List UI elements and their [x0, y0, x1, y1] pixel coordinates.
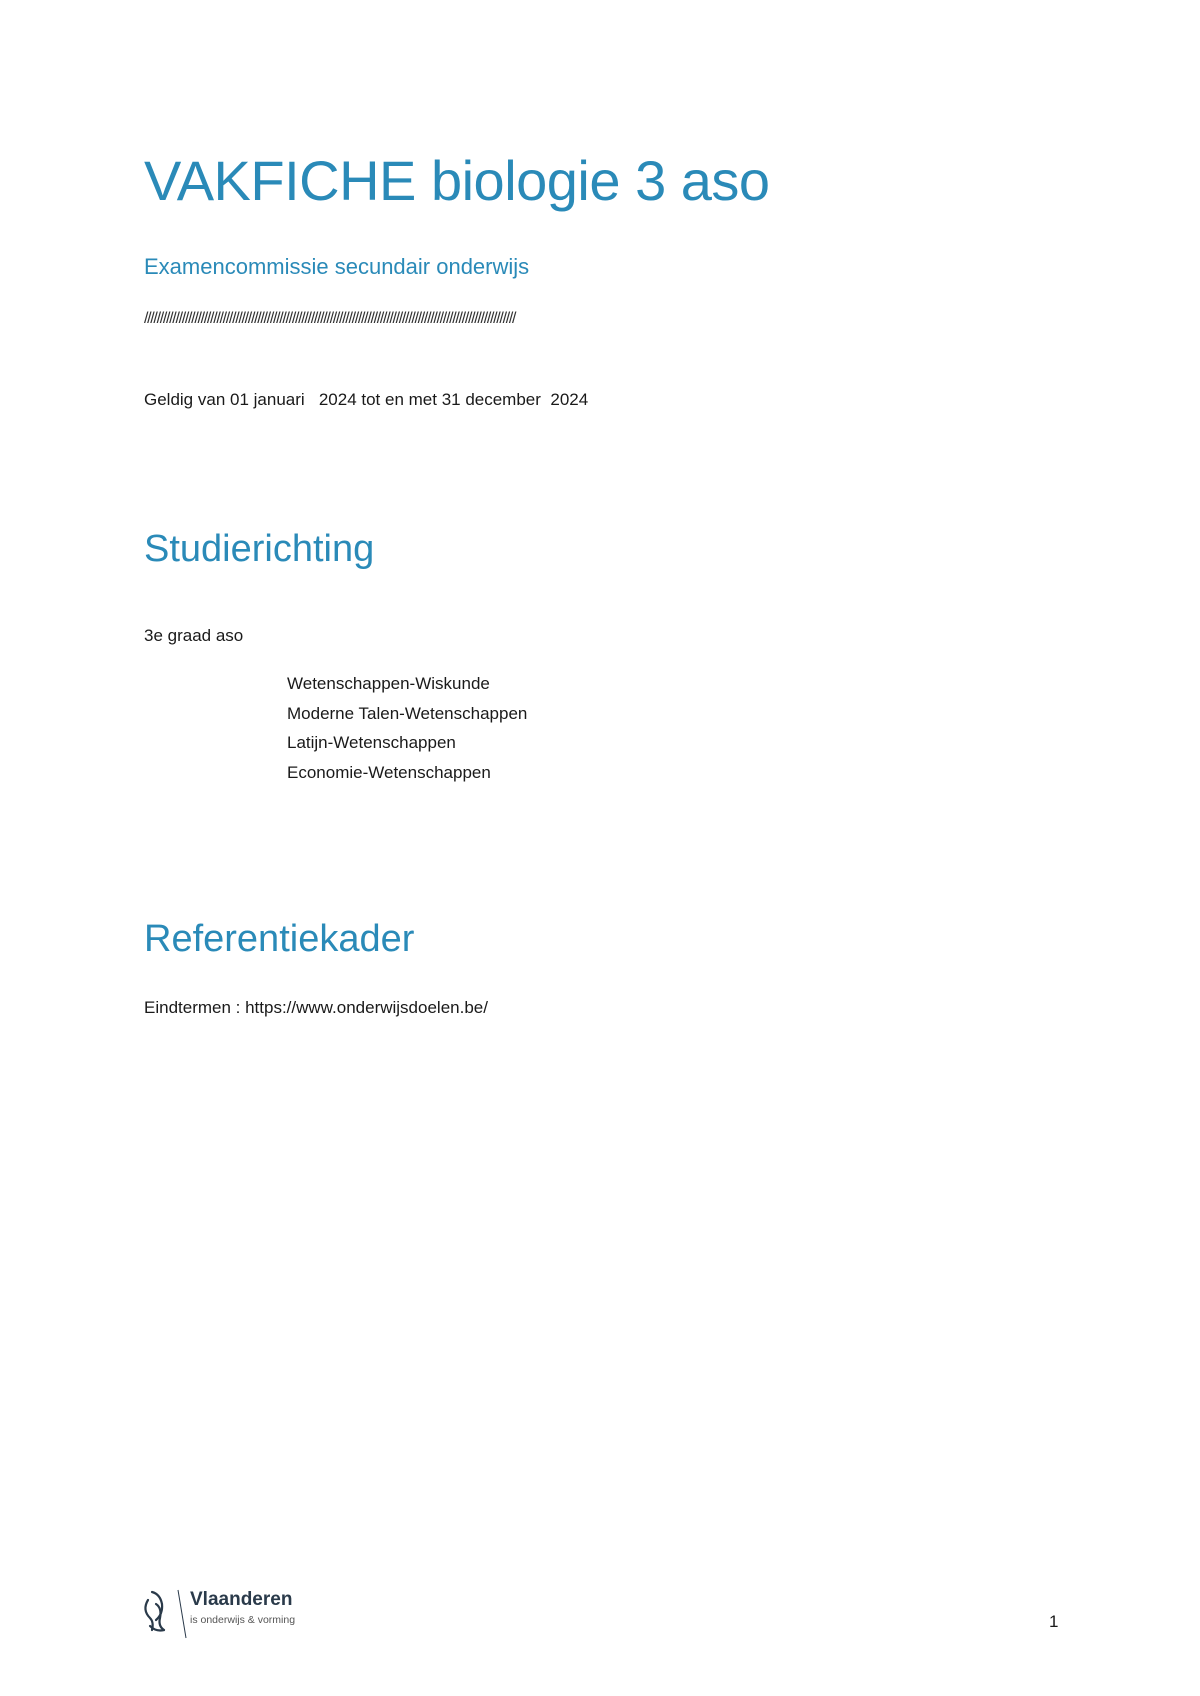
validity-text: Geldig van 01 januari 2024 tot en met 31 december 2024 [144, 390, 589, 409]
logo-tagline: is onderwijs & vorming [190, 1614, 296, 1626]
logo-name: Vlaanderen [190, 1589, 293, 1610]
divider-line: ////////////////////////////////////////////////////////////////////////////////////////////////////////////////////// [144, 310, 516, 327]
page-number: 1 [1049, 1612, 1059, 1631]
list-item: Moderne Talen-Wetenschappen [287, 703, 528, 723]
document-title: VAKFICHE biologie 3 aso [144, 149, 770, 212]
list-item: Latijn-Wetenschappen [287, 733, 456, 752]
list-item: Wetenschappen-Wiskunde [287, 674, 490, 693]
document-subtitle: Examencommissie secundair onderwijs [144, 254, 530, 279]
directions-list [287, 669, 527, 787]
eindtermen-link-text[interactable]: Eindtermen : https://www.onderwijsdoelen.be/ [144, 998, 488, 1017]
section-heading-referentiekader: Referentiekader [144, 918, 415, 960]
section-heading-studierichting: Studierichting [144, 528, 375, 570]
grade-label: 3e graad aso [144, 626, 244, 645]
list-item: Economie-Wetenschappen [287, 762, 491, 782]
